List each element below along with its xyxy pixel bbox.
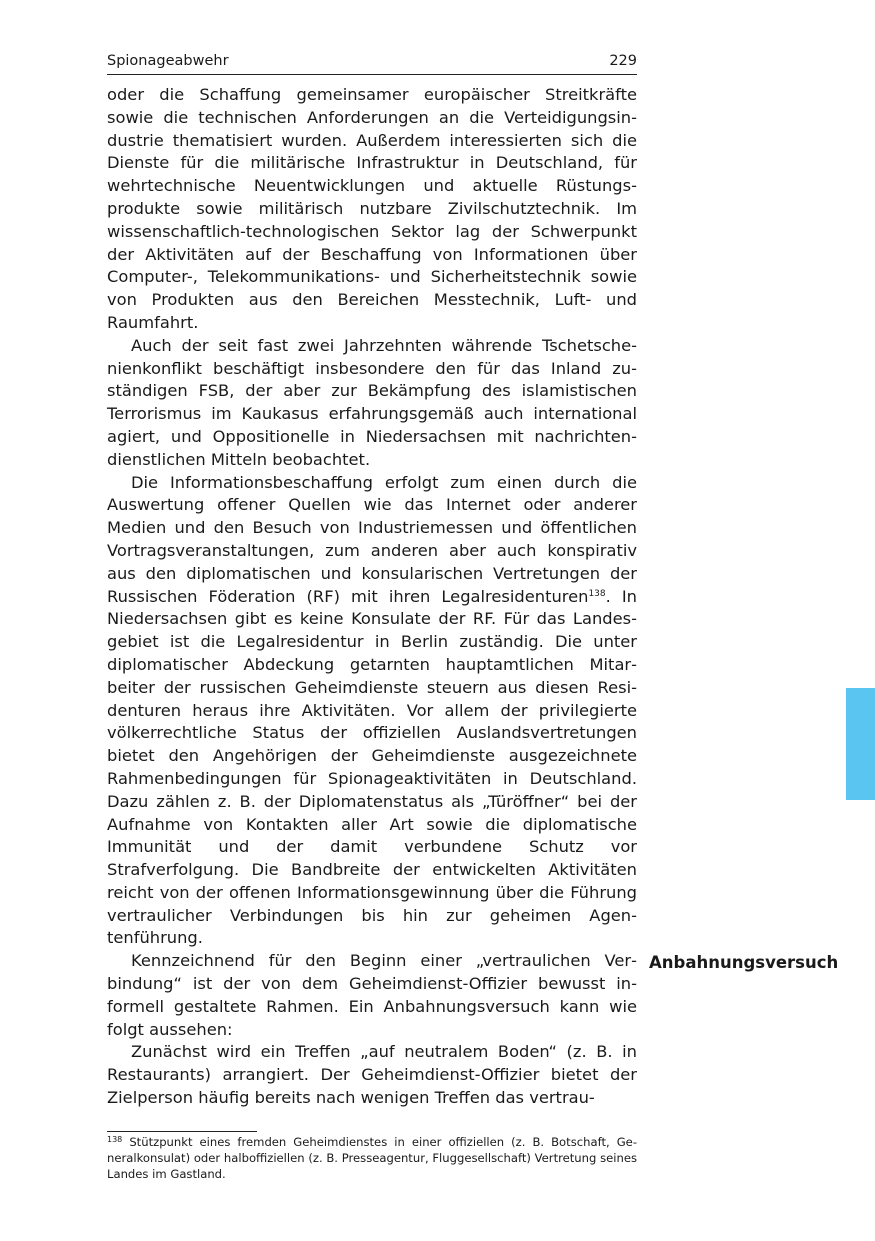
margin-note: Anbahnungsversuch (649, 953, 839, 972)
footnote-divider (107, 1131, 257, 1132)
paragraph-2: Auch der seit fast zwei Jahrzehnten währende Tschetschenienkonflikt beschäftigt insbesondere den für das Inland zuständigen FSB, der aber zur Bekämpfung des islamistischen Terrorismus im Kaukasus erfahrungsgemäß auch international agiert, und Oppositionelle in Niedersachsen mit nachrichtendienstlichen Mitteln beobachtet. (107, 335, 637, 469)
paragraph-1: oder die Schaffung gemeinsamer europäischer Streitkräfte sowie die technischen Anforderungen an die Verteidigungsindustrie thematisiert wurden. Außerdem interessierten sich die Dienste für die militärische Infrastruktur in Deutschland, für wehrtechnische Neuentwicklungen und aktuelle Rüstungsprodukte sowie militärisch nutzbare Zivilschutztechnik. Im wissenschaftlich-technologischen Sektor lag der Schwerpunkt der Aktivitäten auf der Beschaffung von Informationen über Computer-, Telekommunikations- und Sicherheitstechnik sowie von Produkten aus den Bereichen Messtechnik, Luft- und Raumfahrt. (107, 85, 637, 332)
paragraph-3-part-2: . In Niedersachsen gibt es keine Konsulate der RF. Für das Landesgebiet ist die Legalresidentur in Berlin zuständig. Die unter diplomatischer Abdeckung getarnten hauptamtlichen Mitarbeiter der russischen Geheimdienste steuern aus diesen Residenturen heraus ihre Aktivitäten. Vor allem der privilegierte völkerrechtliche Status der offiziellen Auslandsvertretungen bietet den Angehörigen der Geheimdienste ausgezeichnete Rahmenbedingungen für Spionageaktivitäten in Deutschland. Dazu zählen z. B. der Diplomatenstatus als „Türöffner“ bei der Aufnahme von Kontakten aller Art sowie die diplomatische Immunität und der damit verbundene Schutz vor Strafverfolgung. Die Bandbreite der entwickelten Aktivitäten reicht von der offenen Informationsgewinnung über die Führung vertraulicher Verbindungen bis hin zur geheimen Agentenführung. (107, 586, 637, 948)
chapter-tab-marker (846, 688, 875, 800)
paragraph-3 (107, 472, 637, 951)
footnote-text: Stützpunkt eines fremden Geheimdienstes in einer offiziellen (z. B. Botschaft, Generalkonsulat) oder halboffiziellen (z. B. Presseagentur, Fluggesellschaft) Vertretung seines Landes im Gastland. (107, 1135, 637, 1181)
paragraph-5: Zunächst wird ein Treffen „auf neutralem Boden“ (z. B. in Restaurants) arrangiert. Der Geheimdienst-Offizier bietet der Zielperson häufig bereits nach wenigen Treffen das vertrau- (107, 1042, 637, 1108)
running-header (107, 52, 637, 75)
footnote-number: 138 (107, 1135, 123, 1144)
running-header-chapter: Spionageabwehr (107, 53, 229, 69)
paragraph-3-part-1: Die Informationsbeschaffung erfolgt zum einen durch die Auswertung offener Quellen wie das Internet oder anderer Medien und den Besuch von Industriemessen und öffentlichen Vortragsveranstaltungen, zum anderen aber auch konspirativ aus den diplomatischen und konsularischen Vertretungen der Russischen Föderation (RF) mit ihren Legalresidenturen (107, 472, 637, 606)
footnote (107, 1135, 637, 1182)
page-number: 229 (609, 53, 637, 69)
footnote-reference[interactable]: 138 (588, 588, 606, 599)
main-text (107, 84, 637, 1110)
paragraph-4: Kennzeichnend für den Beginn einer „vertraulichen Verbindung“ ist der von dem Geheimdienst-Offizier bewusst informell gestaltete Rahmen. Ein Anbahnungsversuch kann wie folgt aussehen: (107, 951, 637, 1039)
